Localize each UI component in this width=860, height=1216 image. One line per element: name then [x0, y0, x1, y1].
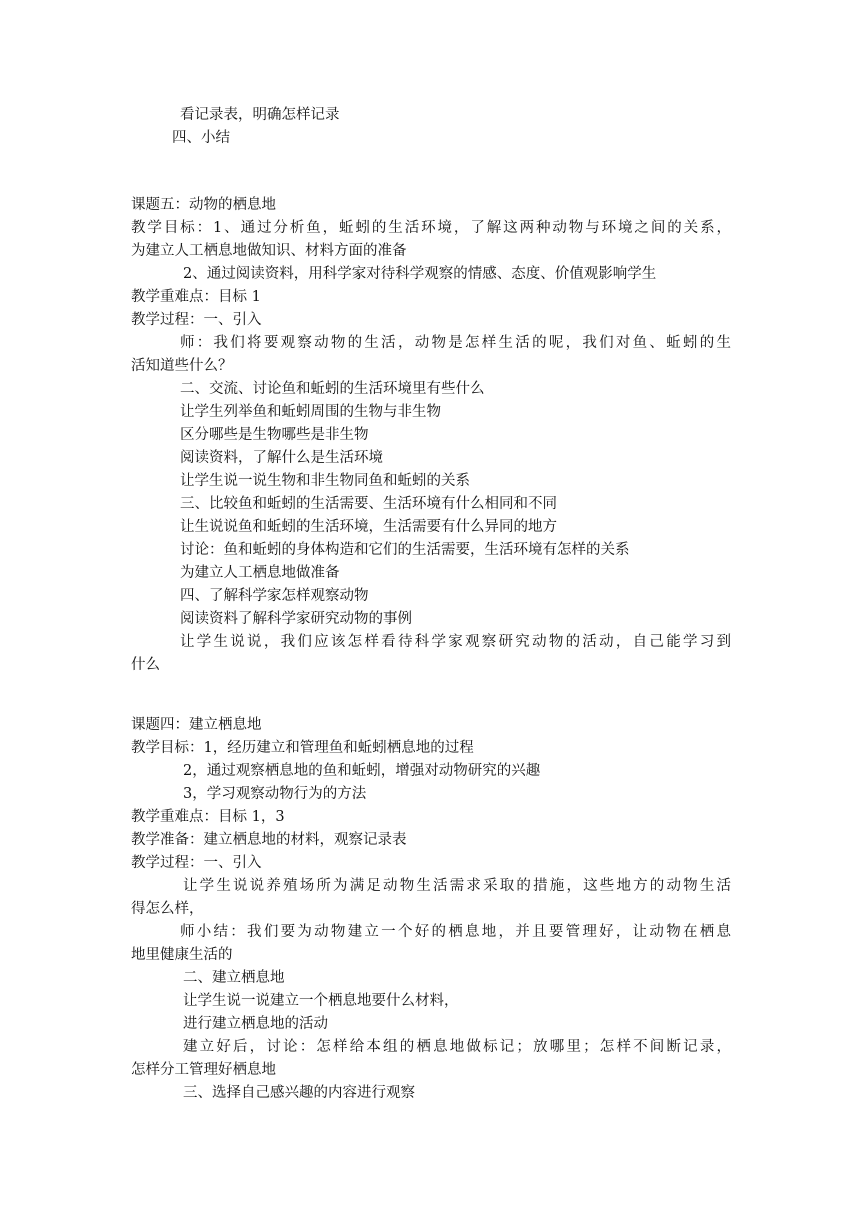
- text-line: 让学生说一说建立一个栖息地要什么材料，: [183, 993, 459, 1009]
- text-line: 教学目标：1，经历建立和管理鱼和蚯蚓栖息地的过程: [131, 740, 474, 756]
- text-line: 什么: [131, 657, 160, 673]
- text-line: 教学过程：一、引入: [131, 312, 262, 328]
- text-line: 师：我们将要观察动物的生活，动物是怎样生活的呢，我们对鱼、蚯蚓的生: [180, 335, 731, 351]
- text-line: 教学目标：1、通过分析鱼，蚯蚓的生活环境，了解这两种动物与环境之间的关系，: [131, 220, 731, 236]
- text-line: 2，通过观察栖息地的鱼和蚯蚓，增强对动物研究的兴趣: [183, 763, 541, 779]
- text-line: 2、通过阅读资料，用科学家对待科学观察的情感、态度、价值观影响学生: [183, 266, 657, 282]
- text-line: 二、建立栖息地: [183, 970, 285, 986]
- text-line: 看记录表，明确怎样记录: [180, 107, 340, 123]
- text-line: 阅读资料，了解什么是生活环境: [180, 450, 383, 466]
- text-line: 讨论：鱼和蚯蚓的身体构造和它们的生活需要，生活环境有怎样的关系: [180, 542, 630, 558]
- text-line: 3，学习观察动物行为的方法: [183, 786, 367, 802]
- text-line: 让学生说说养殖场所为满足动物生活需求采取的措施，这些地方的动物生活: [183, 878, 731, 894]
- text-line: 让学生列举鱼和蚯蚓周围的生物与非生物: [180, 404, 441, 420]
- text-line: 怎样分工管理好栖息地: [131, 1062, 276, 1078]
- text-line: 教学重难点：目标 1: [131, 289, 261, 305]
- text-line: 教学准备：建立栖息地的材料，观察记录表: [131, 832, 407, 848]
- text-line: 为建立人工栖息地做准备: [180, 565, 340, 581]
- text-line: 四、了解科学家怎样观察动物: [180, 588, 369, 604]
- text-line: 教学过程：一、引入: [131, 855, 262, 871]
- text-line: 区分哪些是生物哪些是非生物: [180, 427, 369, 443]
- text-line: 阅读资料了解科学家研究动物的事例: [180, 611, 412, 627]
- text-line: 建立好后，讨论：怎样给本组的栖息地做标记；放哪里；怎样不间断记录，: [183, 1039, 731, 1055]
- text-line: 让学生说一说生物和非生物同鱼和蚯蚓的关系: [180, 473, 470, 489]
- text-line: 教学重难点：目标 1，3: [131, 809, 285, 825]
- section-heading: 四、小结: [172, 130, 230, 146]
- text-line: 得怎么样，: [131, 901, 204, 917]
- text-line: 二、交流、讨论鱼和蚯蚓的生活环境里有些什么: [180, 381, 485, 397]
- lesson-title: 课题四：建立栖息地: [131, 717, 262, 733]
- text-line: 让学生说说，我们应该怎样看待科学家观察研究动物的活动，自己能学习到: [180, 634, 731, 650]
- text-line: 活知道些什么？: [131, 358, 233, 374]
- text-line: 为建立人工栖息地做知识、材料方面的准备: [131, 243, 407, 259]
- text-line: 地里健康生活的: [131, 947, 233, 963]
- text-line: 让生说说鱼和蚯蚓的生活环境，生活需要有什么异同的地方: [180, 519, 557, 535]
- text-line: 三、选择自己感兴趣的内容进行观察: [183, 1085, 415, 1101]
- text-line: 进行建立栖息地的活动: [183, 1016, 328, 1032]
- text-line: 师小结：我们要为动物建立一个好的栖息地，并且要管理好，让动物在栖息: [180, 924, 731, 940]
- lesson-title: 课题五：动物的栖息地: [131, 197, 276, 213]
- text-line: 三、比较鱼和蚯蚓的生活需要、生活环境有什么相同和不同: [180, 496, 557, 512]
